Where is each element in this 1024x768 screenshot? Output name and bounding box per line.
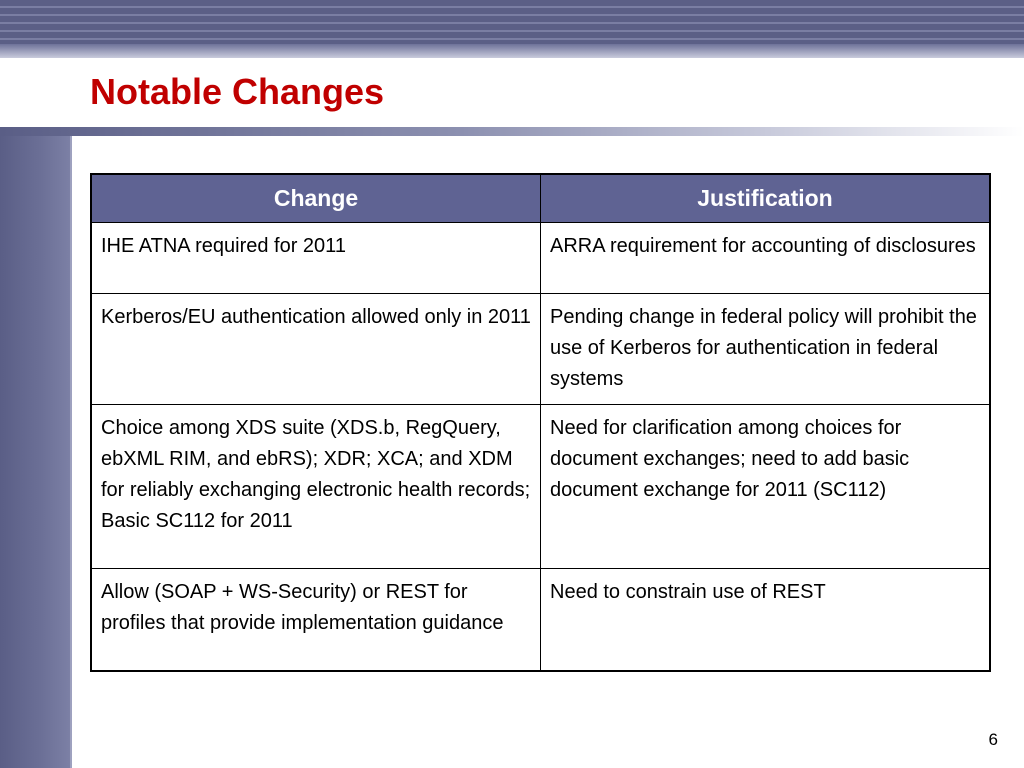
changes-table: [90, 173, 991, 672]
justification-cell: Pending change in federal policy will prohibit the use of Kerberos for authentication in federal systems: [541, 294, 991, 405]
justification-cell: Need for clarification among choices for document exchanges; need to add basic document exchange for 2011 (SC112): [541, 405, 991, 569]
page-number: 6: [988, 730, 998, 749]
change-cell: Allow (SOAP + WS-Security) or REST for profiles that provide implementation guidance: [91, 569, 541, 672]
column-header-justification: Justification: [541, 174, 991, 223]
title-divider: [0, 127, 1024, 136]
left-decorative-strip: [0, 136, 72, 768]
slide-title: Notable Changes: [90, 71, 385, 112]
change-cell: IHE ATNA required for 2011: [91, 223, 541, 294]
justification-cell: Need to constrain use of REST: [541, 569, 991, 672]
table-header-row: [91, 174, 990, 223]
table-row: [91, 294, 990, 405]
justification-cell: ARRA requirement for accounting of disclosures: [541, 223, 991, 294]
table-row: [91, 223, 990, 294]
change-cell: Choice among XDS suite (XDS.b, RegQuery, ebXML RIM, and ebRS); XDR; XCA; and XDM for reliably exchanging electronic health records; Basic SC112 for 2011: [91, 405, 541, 569]
top-decorative-band: [0, 0, 1024, 58]
column-header-change: Change: [91, 174, 541, 223]
table-row: [91, 405, 990, 569]
table-row: [91, 569, 990, 672]
change-cell: Kerberos/EU authentication allowed only in 2011: [91, 294, 541, 405]
